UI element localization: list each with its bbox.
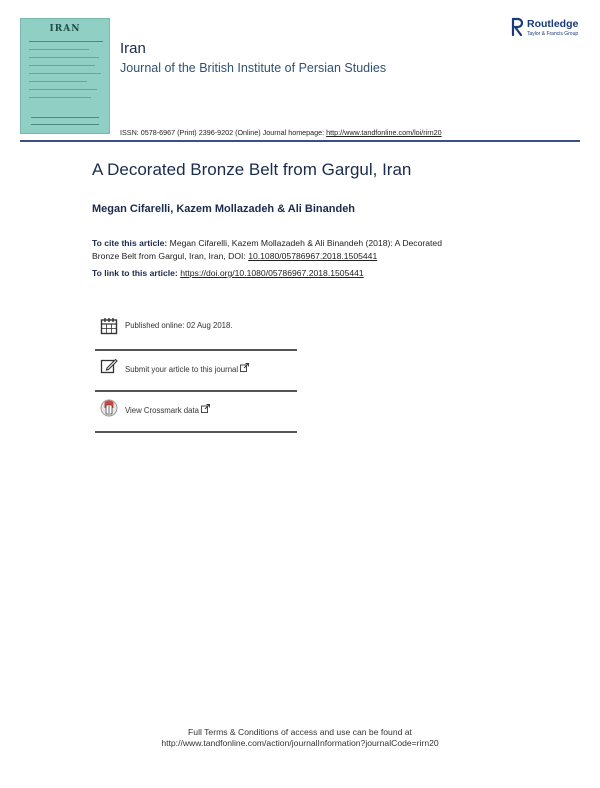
cover-text-line	[29, 89, 97, 90]
published-online-row	[95, 314, 297, 354]
footer-terms-link[interactable]: http://www.tandfonline.com/action/journalInformation?journalCode=rirn20	[161, 738, 439, 748]
row-divider	[95, 390, 297, 392]
article-authors[interactable]: Megan Cifarelli, Kazem Mollazadeh & Ali Binandeh	[92, 203, 356, 215]
crossmark-row[interactable]	[95, 396, 297, 436]
header-divider	[20, 140, 580, 142]
crossmark-link[interactable]	[125, 404, 210, 415]
issn-line	[120, 128, 442, 137]
citation-text-line2: Bronze Belt from Gargul, Iran, Iran, DOI:	[92, 250, 249, 261]
citation-label: To cite this article:	[92, 238, 168, 248]
calendar-icon	[100, 317, 118, 335]
cover-text-line	[29, 57, 99, 58]
cover-text-line	[29, 65, 95, 66]
cover-rule	[29, 41, 103, 42]
citation-block	[92, 237, 492, 262]
cover-text-line	[29, 81, 87, 82]
submit-article-link[interactable]	[125, 363, 249, 374]
cover-text-line	[29, 97, 91, 98]
publisher-tagline: Taylor & Francis Group	[527, 31, 579, 37]
publisher-logo	[511, 17, 591, 41]
row-divider	[95, 431, 297, 433]
journal-subtitle: Journal of the British Institute of Persian Studies	[120, 61, 387, 75]
cover-title: IRAN	[49, 24, 81, 34]
crossmark-icon	[100, 399, 118, 417]
publisher-name: Routledge	[527, 18, 579, 30]
article-title: A Decorated Bronze Belt from Gargul, Iran	[92, 160, 412, 179]
row-divider	[95, 349, 297, 351]
terms-footer	[100, 727, 500, 749]
article-link-block	[92, 267, 492, 280]
footer-line1: Full Terms & Conditions of access and use can be found at	[188, 727, 412, 737]
journal-homepage-link[interactable]: http://www.tandfonline.com/loi/rirn20	[326, 128, 442, 137]
citation-text-line1: Megan Cifarelli, Kazem Mollazadeh & Ali Binandeh (2018): A Decorated	[167, 238, 442, 248]
article-doi-link[interactable]: https://doi.org/10.1080/05786967.2018.1505441	[180, 268, 364, 278]
link-label: To link to this article:	[92, 268, 181, 278]
issn-text: ISSN: 0578-6967 (Print) 2396-9202 (Online) Journal homepage:	[120, 128, 327, 137]
cover-text-line	[29, 49, 89, 50]
crossmark-label: View Crossmark data	[125, 406, 199, 415]
submit-article-row[interactable]	[95, 355, 297, 395]
cover-footer	[31, 117, 99, 125]
submit-article-label: Submit your article to this journal	[125, 365, 239, 374]
citation-doi-link[interactable]: 10.1080/05786967.2018.1505441	[248, 250, 378, 261]
journal-title[interactable]: Iran	[120, 40, 146, 57]
journal-cover-thumbnail	[20, 18, 110, 134]
external-link-icon	[201, 404, 210, 413]
edit-icon	[100, 357, 118, 375]
cover-text-line	[29, 73, 101, 74]
routledge-logo-icon	[511, 17, 523, 37]
external-link-icon	[240, 363, 249, 372]
published-online-date: Published online: 02 Aug 2018.	[125, 321, 233, 330]
